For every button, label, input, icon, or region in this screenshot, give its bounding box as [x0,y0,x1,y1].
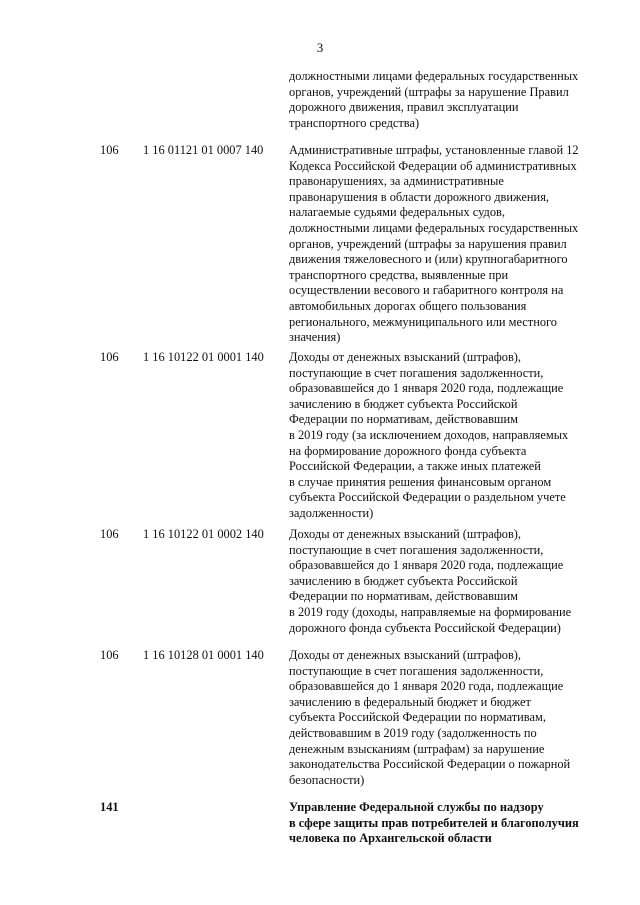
description-line: осуществлении весового и габаритного контроля на [289,283,564,298]
description-line: в 2019 году (за исключением доходов, направляемых [289,427,569,442]
description-line: поступающие в счет погашения задолженности, [289,365,544,380]
description-line: зачислению в бюджет субъекта Российской [289,573,518,588]
description-line: образовавшейся до 1 января 2020 года, подлежащие [289,679,564,694]
description-line: зачислению в федеральный бюджет и бюджет [289,694,531,709]
description-line: Российской Федерации, а также иных платежей [289,459,541,474]
revenue-code: 1 16 01121 01 0007 140 [143,143,264,157]
description-line: органов, учреждений (штрафы за нарушение Правил [289,84,569,99]
section-title-line: человека по Архангельской области [289,831,492,846]
revenue-description [289,143,599,346]
description-line: движения тяжеловесного и (или) крупногабаритного [289,252,568,267]
description-line: Федерации по нормативам, действовавшим [289,589,518,604]
description-line: Доходы от денежных взысканий (штрафов), [289,350,522,364]
section-title [289,800,599,847]
description-line: автомобильных дорогах общего пользования [289,298,527,313]
administrator-code: 106 [100,648,119,662]
description-line: правонарушения в области дорожного движения, [289,189,549,204]
description-line: безопасности) [289,772,365,787]
description-line: Кодекса Российской Федерации об административных [289,158,577,173]
description-line: образовавшейся до 1 января 2020 года, подлежащие [289,381,564,396]
section-title-line: в сфере защиты прав потребителей и благополучия [289,815,579,830]
description-line: дорожного фонда субъекта Российской Федерации) [289,620,561,635]
revenue-code: 1 16 10128 01 0001 140 [143,648,264,662]
description-line: дорожного движения, правил эксплуатации [289,100,519,115]
page-number: 3 [316,40,324,55]
description-line: должностными лицами федеральных государственных [289,220,579,235]
description-line: регионального, межмуниципального или местного [289,314,557,329]
revenue-description [289,527,599,636]
revenue-description [289,350,599,522]
description-line: зачислению в бюджет субъекта Российской [289,396,518,411]
description-line: органов, учреждений (штрафы за нарушения правил [289,236,567,251]
description-line: субъекта Российской Федерации по нормативам, [289,710,546,725]
description-line: налагаемые судьями федеральных судов, [289,205,505,220]
description-line: транспортного средства) [289,115,420,130]
description-line: на формирование дорожного фонда субъекта [289,443,527,458]
section-administrator-code: 141 [100,800,119,814]
description-line: в случае принятия решения финансовым органом [289,474,552,489]
revenue-code: 1 16 10122 01 0002 140 [143,527,264,541]
description-line: Федерации по нормативам, действовавшим [289,412,518,427]
section-title-line: Управление Федеральной службы по надзору [289,800,544,814]
continuation-description [289,69,599,131]
revenue-code: 1 16 10122 01 0001 140 [143,350,264,364]
description-line: поступающие в счет погашения задолженности, [289,542,544,557]
description-line: правонарушениях, за административные [289,174,504,189]
administrator-code: 106 [100,527,119,541]
description-line: должностными лицами федеральных государственных [289,69,579,83]
description-line: законодательства Российской Федерации о пожарной [289,757,571,772]
description-line: транспортного средства, выявленные при [289,267,509,282]
description-line: Доходы от денежных взысканий (штрафов), [289,648,522,662]
description-line: денежным взысканиям (штрафам) за нарушение [289,741,545,756]
description-line: поступающие в счет погашения задолженности, [289,663,544,678]
description-line: Административные штрафы, установленные главой 12 [289,143,579,157]
revenue-description [289,648,599,788]
description-line: Доходы от денежных взысканий (штрафов), [289,527,522,541]
administrator-code: 106 [100,143,119,157]
description-line: субъекта Российской Федерации о раздельном учете [289,490,566,505]
description-line: действовавшим в 2019 году (задолженность по [289,725,537,740]
description-line: задолженности) [289,505,374,520]
description-line: значения) [289,330,341,345]
description-line: в 2019 году (доходы, направляемые на формирование [289,604,572,619]
description-line: образовавшейся до 1 января 2020 года, подлежащие [289,558,564,573]
administrator-code: 106 [100,350,119,364]
